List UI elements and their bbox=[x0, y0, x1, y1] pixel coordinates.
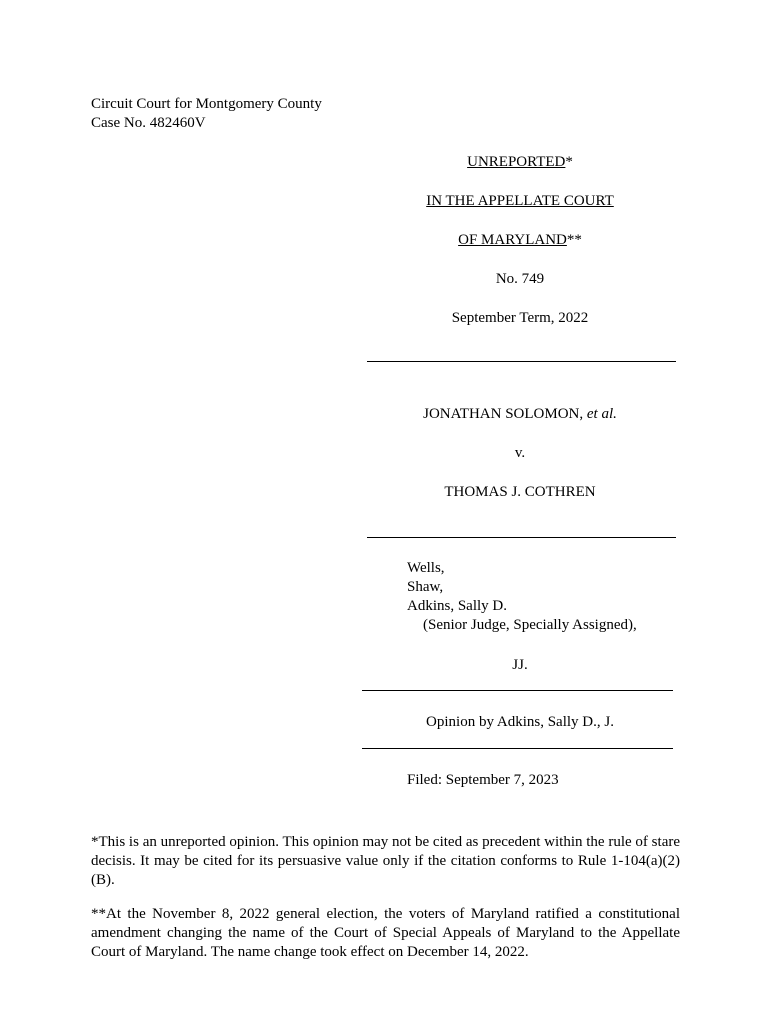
case-number: Case No. 482460V bbox=[91, 115, 206, 131]
separator-line bbox=[367, 537, 676, 538]
term: September Term, 2022 bbox=[451, 310, 589, 326]
separator-line bbox=[367, 361, 676, 362]
separator-line bbox=[362, 690, 673, 691]
unreported-footnote-mark: * bbox=[565, 154, 573, 170]
court-name-line1-text: IN THE APPELLATE COURT bbox=[426, 193, 614, 209]
separator-line bbox=[362, 748, 673, 749]
versus: v. bbox=[514, 445, 526, 461]
unreported-heading bbox=[365, 153, 675, 172]
panel-judges bbox=[407, 559, 637, 635]
appellant-name bbox=[365, 405, 675, 424]
judge-name: Adkins, Sally D. bbox=[407, 598, 508, 614]
judge-name: Wells, bbox=[407, 560, 445, 576]
unreported-text: UNREPORTED bbox=[467, 154, 566, 170]
court-name-line2-text: OF MARYLAND bbox=[458, 232, 567, 248]
judge-name: Shaw, bbox=[407, 579, 444, 595]
judge-note: (Senior Judge, Specially Assigned), bbox=[423, 617, 637, 633]
appellee-name: THOMAS J. COTHREN bbox=[444, 484, 596, 500]
footnote-court-rename: **At the November 8, 2022 general election, the voters of Maryland ratified a constitutional amendment changing the name of the Court of Special Appeals of Maryland to the Appellate Court of Maryland. The name change took effect on December 14, 2022. bbox=[91, 906, 680, 960]
footnote-unreported: *This is an unreported opinion. This opinion may not be cited as precedent within the rule of stare decisis. It may be cited for its persuasive value only if the citation conforms to Rule 1-104(a)(2)(B). bbox=[91, 834, 680, 888]
appeal-number: No. 749 bbox=[495, 271, 545, 287]
appellant-et-al: et al. bbox=[586, 406, 617, 422]
circuit-court-label: Circuit Court for Montgomery County bbox=[91, 96, 322, 112]
court-name-line1 bbox=[365, 192, 675, 211]
jj-label: JJ. bbox=[512, 657, 528, 673]
appellant-text: JONATHAN SOLOMON, bbox=[423, 406, 584, 422]
court-footnote-mark: ** bbox=[566, 232, 582, 248]
opinion-author: Opinion by Adkins, Sally D., J. bbox=[426, 714, 614, 730]
court-name-line2 bbox=[365, 231, 675, 250]
filed-date: Filed: September 7, 2023 bbox=[407, 772, 559, 788]
